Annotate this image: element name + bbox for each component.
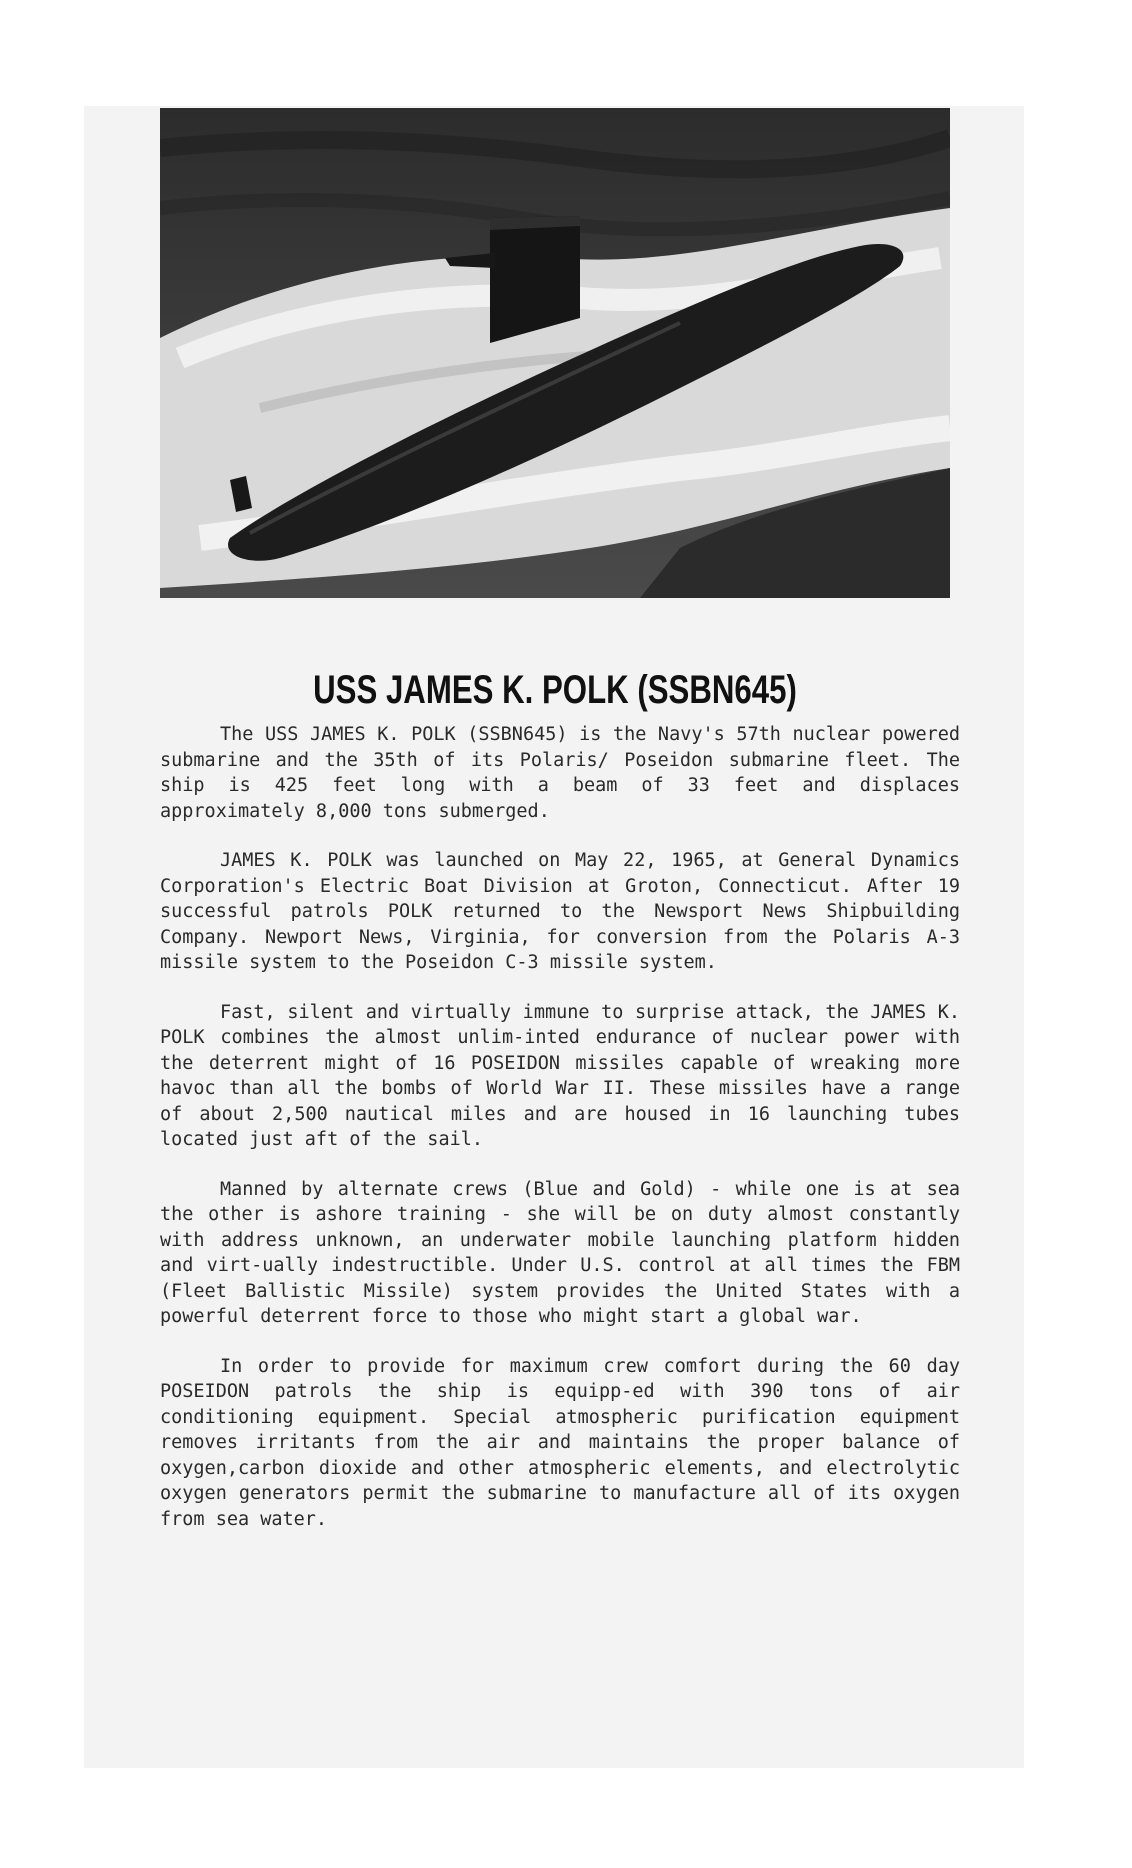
article-body bbox=[160, 722, 960, 1556]
paragraph-specs: The USS JAMES K. POLK (SSBN645) is the Navy's 57th nuclear powered submarine and the 35th of its Polaris/ Poseidon submarine fleet. The ship is 425 feet long with a beam of 33 feet and displaces approximately 8,000 tons submerged. bbox=[160, 724, 960, 822]
paragraph-launch: JAMES K. POLK was launched on May 22, 1965, at General Dynamics Corporation's Electric Boat Division at Groton, Connecticut. After 19 successful patrols POLK returned to the Newsport News Shipbuilding Company. Newport News, Virginia, for conversion from the Polaris A-3 missile system to the Poseidon C-3 missile system. bbox=[160, 850, 960, 973]
paragraph-capabilities: Fast, silent and virtually immune to surprise attack, the JAMES K. POLK combines the almost unlim-inted endurance of nuclear power with the deterrent might of 16 POSEIDON missiles capable of wreaking more havoc than all the bombs of World War II. These missiles have a range of about 2,500 nautical miles and are housed in 16 launching tubes located just aft of the sail. bbox=[160, 1001, 960, 1150]
page-title: USS JAMES K. POLK (SSBN645) bbox=[313, 668, 797, 712]
submarine-image bbox=[160, 108, 950, 598]
submarine-photo bbox=[160, 108, 950, 598]
paragraph-comfort: In order to provide for maximum crew comfort during the 60 day POSEIDON patrols the ship is equipp-ed with 390 tons of air conditioning equipment. Special atmospheric purification equipment removes irritants from the air and maintains the proper balance of oxygen,carbon dioxide and other atmospheric elements, and electrolytic oxygen generators permit the submarine to manufacture all of its oxygen from sea water. bbox=[160, 1355, 960, 1530]
paragraph-crews: Manned by alternate crews (Blue and Gold) - while one is at sea the other is ashore training - she will be on duty almost constantly with address unknown, an underwater mobile launching platform hidden and virt-ually indestructible. Under U.S. control at all times the FBM (Fleet Ballistic Missile) system provides the United States with a powerful deterrent force to those who might start a global war. bbox=[160, 1178, 960, 1327]
